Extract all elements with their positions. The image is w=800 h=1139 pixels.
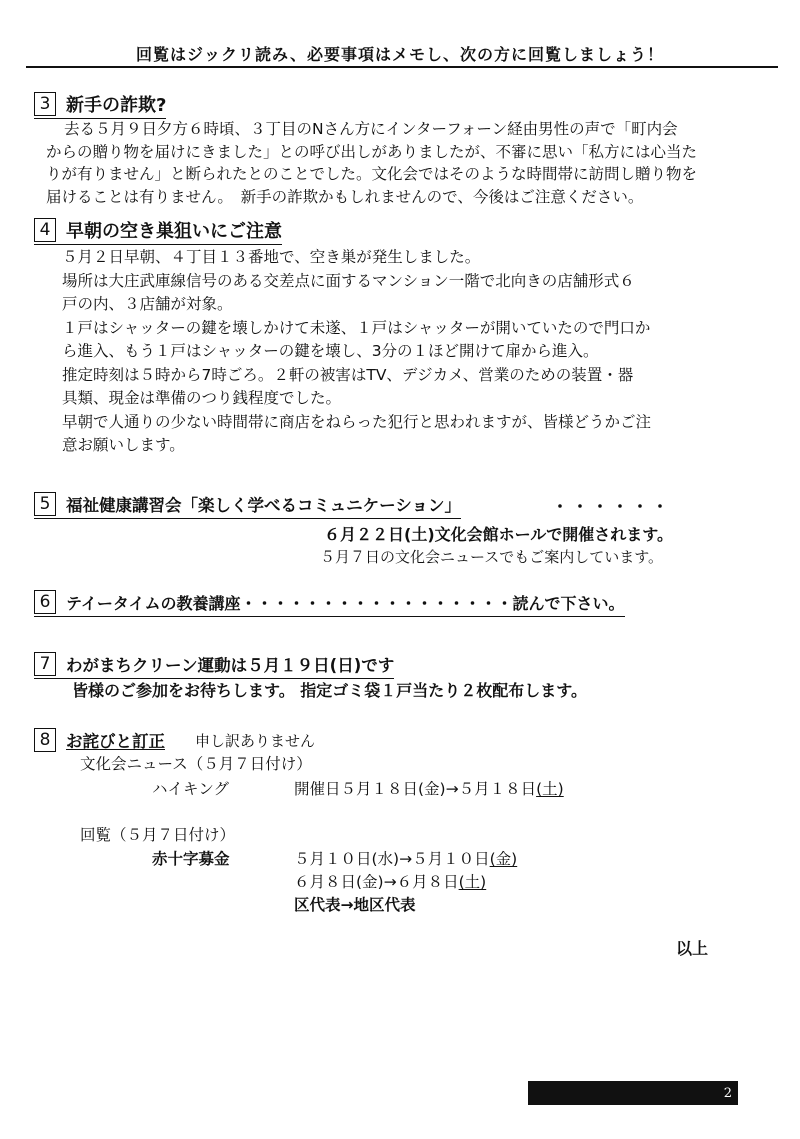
redcross-correction-2: [294, 870, 486, 892]
redcross-correction-2-text: ６月８日(金)→６月８日: [294, 873, 459, 891]
section-4-line: 戸の内、３店舗が対象。: [62, 295, 233, 313]
section-4-line: ５月２日早朝、４丁目１３番地で、空き巣が発生しました。: [62, 248, 481, 266]
section-5-heading: [34, 492, 461, 519]
section-5-dots: ・・・・・・: [552, 497, 673, 516]
hiking-label: ハイキング: [152, 780, 230, 798]
section-8-kairan-heading: 回覧（５月７日付け）: [80, 826, 236, 844]
section-4-line: 具類、現金は準備のつり銭程度でした。: [62, 389, 342, 407]
section-3-line: からの贈り物を届けにきました」との呼び出しがありましたが、不審に思い「私方には心当た: [46, 142, 698, 161]
section-7-number: 7: [34, 652, 56, 676]
section-5-number: 5: [34, 492, 56, 516]
redcross-correction-3: 区代表→地区代表: [294, 896, 416, 914]
redcross-correction-1-day: (金): [489, 850, 518, 868]
section-4-title: 早朝の空き巣狙いにご注意: [66, 221, 282, 242]
section-4-line: １戸はシャッターの鍵を壊しかけて未遂、１戸はシャッターが開いていたので門口か: [62, 318, 651, 337]
section-4-line: ら進入、もう１戸はシャッターの鍵を壊し、3分の１ほど開けて扉から進入。: [62, 342, 599, 360]
section-7-title: わがまちクリーン運動は５月１９日(日)です: [66, 656, 395, 675]
section-4-heading: [34, 218, 282, 245]
hiking-correction-text: 開催日５月１８日(金)→５月１８日: [294, 780, 537, 798]
section-3-title: 新手の詐欺?: [66, 95, 167, 116]
section-5-note-line: ５月７日の文化会ニュースでもご案内しています。: [320, 548, 664, 566]
section-7-body: 皆様のご参加をお待ちします。 指定ゴミ袋１戸当たり２枚配布します。: [72, 681, 588, 700]
section-4-body: [62, 246, 651, 458]
page-number: 2: [723, 1085, 732, 1101]
section-6-heading: [34, 590, 625, 617]
section-5-title: 福祉健康講習会「楽しく学べるコミュニケーション」: [66, 496, 462, 515]
section-4-line: 場所は大庄武庫線信号のある交差点に面するマンション一階で北向きの店舗形式６: [62, 271, 635, 290]
section-5-date-line: ６月２２日(土)文化会館ホールで開催されます。: [324, 525, 674, 544]
section-3-line: 届けることは有りません。 新手の詐欺かもしれませんので、今後はご注意ください。: [46, 187, 644, 206]
hiking-correction: [294, 777, 564, 799]
section-4-number: 4: [34, 218, 56, 242]
section-8-number: 8: [34, 728, 56, 752]
section-3-line: 去る５月９日夕方６時頃、３丁目のNさん方にインターフォーン経由男性の声で「町内会: [64, 120, 678, 138]
section-3-number: 3: [34, 92, 56, 116]
section-8-title: お詫びと訂正: [66, 732, 165, 751]
redcross-label: 赤十字募金: [152, 850, 230, 868]
page-header: 回覧はジックリ読み、必要事項はメモし、次の方に回覧しましょう！: [136, 45, 664, 64]
section-3-line: りが有りません」と断られたとのことでした。文化会ではそのような時間帯に訪問し贈り物を: [46, 165, 698, 183]
redcross-correction-1: [294, 847, 517, 869]
section-8-news-heading: 文化会ニュース（５月７日付け）: [80, 755, 312, 773]
section-3-body: [46, 118, 698, 208]
section-4-line: 早朝で人通りの少ない時間帯に商店をねらった犯行と思われますが、皆様どうかご注: [62, 412, 652, 431]
section-8-heading: [34, 728, 315, 754]
section-4-line: 意お願いします。: [62, 436, 185, 454]
hiking-correction-day: (土): [536, 780, 564, 798]
closing-text: 以上: [676, 939, 709, 958]
footer-bar: [528, 1081, 738, 1105]
header-divider: [26, 66, 778, 68]
section-6-title: テイータイムの教養講座・・・・・・・・・・・・・・・・・読んで下さい。: [66, 593, 625, 613]
section-4-line: 推定時刻は５時から7時ごろ。２軒の被害はTV、デジカメ、営業のための装置・器: [62, 365, 634, 384]
section-3-heading: [34, 92, 166, 119]
redcross-correction-1-text: ５月１０日(水)→５月１０日: [294, 850, 490, 868]
section-6-number: 6: [34, 590, 56, 614]
redcross-correction-2-day: (土): [458, 873, 487, 891]
section-8-apology: 申し訳ありません: [195, 731, 316, 750]
section-7-heading: [34, 652, 394, 679]
